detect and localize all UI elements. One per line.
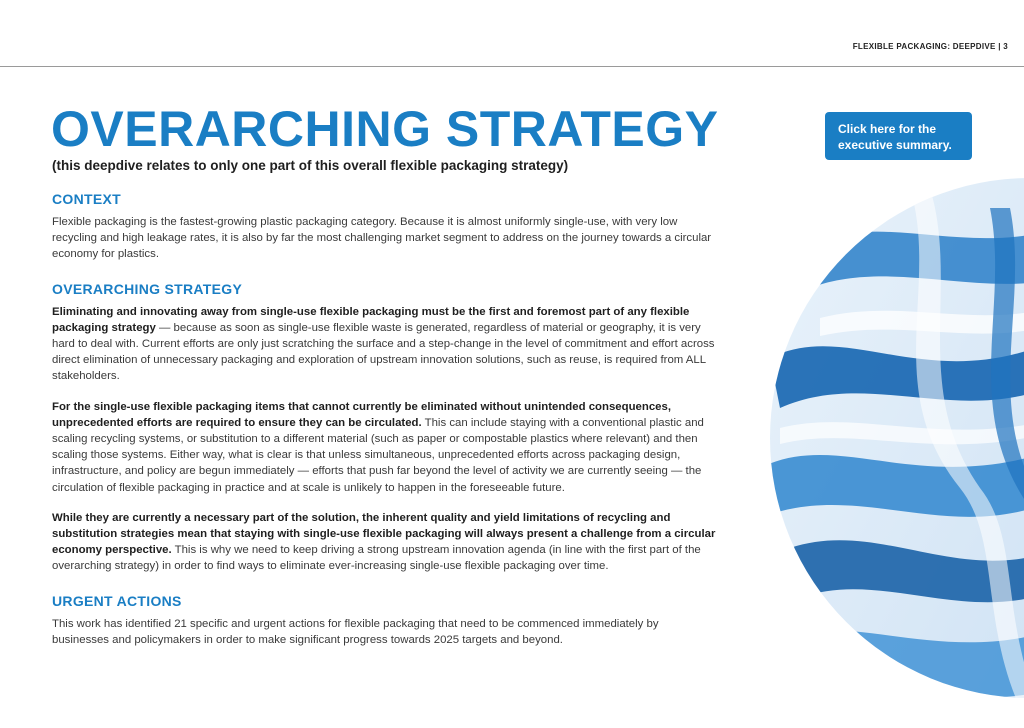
header-divider xyxy=(0,66,1024,67)
strategy-paragraph-3-lead: While they are currently a necessary part of the solution, the inherent quality and yield limitations of recycling and substitution strategies mean that staying with single-use flexible packaging will always present a challenge from a circular economy perspective. xyxy=(52,511,716,557)
strategy-paragraph-1-lead: Eliminating and innovating away from single-use flexible packaging must be the first and foremost part of any flexible packaging strategy xyxy=(52,305,690,334)
strategy-section xyxy=(52,281,717,575)
executive-summary-button[interactable]: Click here for the executive summary. xyxy=(825,112,972,160)
strategy-paragraph-2-body: This can include staying with a conventional plastic and scaling recycling systems, or substitution to a different material (such as paper or compostable plastics where relevant) and then scaling those systems. Either way, what is clear is that unless simultaneous, unprecedented efforts across packaging design, infrastructure, and policy are begun immediately — efforts that push far beyond the level of activity we are currently seeing — the circulation of flexible packaging in practice and at scale is unlikely to happen in the foreseeable future. xyxy=(52,416,704,494)
running-header: FLEXIBLE PACKAGING: DEEPDIVE | 3 xyxy=(852,42,1008,51)
page-subtitle: (this deepdive relates to only one part of this overall flexible packaging strategy) xyxy=(52,158,569,173)
strategy-paragraph-1 xyxy=(52,304,717,385)
context-section xyxy=(52,191,717,263)
strategy-heading: OVERARCHING STRATEGY xyxy=(52,280,243,297)
strategy-paragraph-2-lead: For the single-use flexible packaging items that cannot currently be eliminated without unintended consequences, unprecedented efforts are required to ensure they can be circulated. xyxy=(52,400,671,429)
strategy-paragraph-3 xyxy=(52,510,717,575)
page-title: OVERARCHING STRATEGY xyxy=(51,101,719,157)
plastic-film-illustration xyxy=(760,168,1024,728)
main-content xyxy=(52,191,717,666)
context-paragraph: Flexible packaging is the fastest-growing plastic packaging category. Because it is almost uniformly single-use, with very low recycling and high leakage rates, it is also by far the most challenging market segment to address on the journey towards a circular economy for plastics. xyxy=(52,216,712,261)
actions-paragraph: This work has identified 21 specific and urgent actions for flexible packaging that need to be commenced immediately by businesses and policymakers in order to make significant progress towards 2025 targets and beyond. xyxy=(52,617,659,646)
strategy-paragraph-1-body: — because as soon as single-use flexible waste is generated, regardless of material or geography, it is very hard to deal with. Current efforts are only just scratching the surface and a step-change in the level of commitment and effort across direct elimination of unnecessary packaging and exploration of upstream innovation solutions, such as reuse, is required from ALL stakeholders. xyxy=(52,321,715,383)
actions-section xyxy=(52,593,717,648)
actions-heading: URGENT ACTIONS xyxy=(52,592,182,609)
strategy-paragraph-2 xyxy=(52,399,717,496)
context-heading: CONTEXT xyxy=(52,191,121,207)
strategy-paragraph-3-body: This is why we need to keep driving a strong upstream innovation agenda (in line with the first part of the overarching strategy) in order to find ways to eliminate ever-increasing single-use flexible packaging over time. xyxy=(52,544,701,573)
